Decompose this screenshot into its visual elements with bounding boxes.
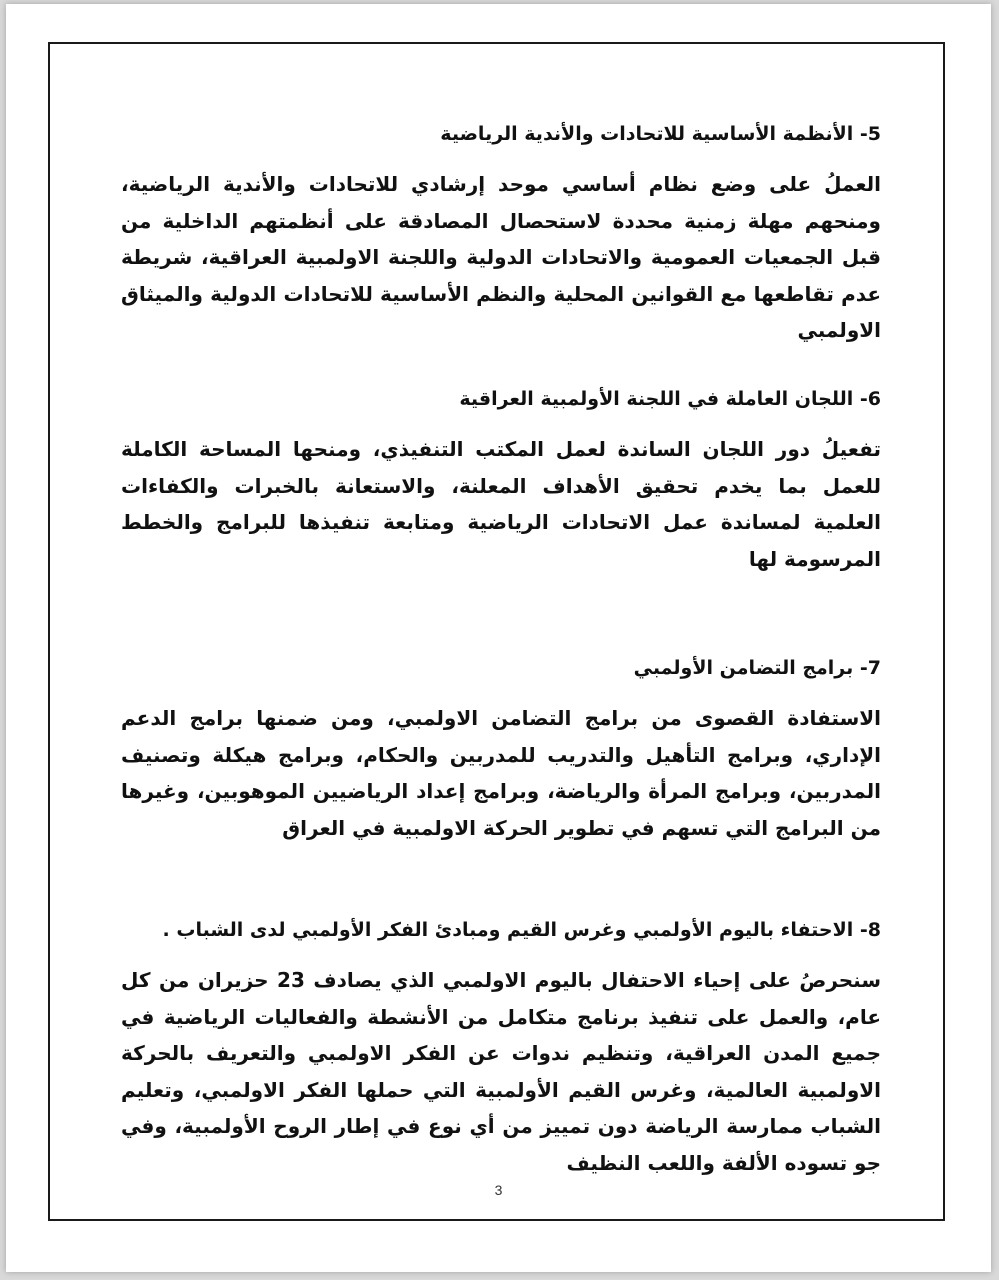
section-heading: 5- الأنظمة الأساسية للاتحادات والأندية الرياضية (440, 123, 881, 145)
section-heading: 6- اللجان العاملة في اللجنة الأولمبية العراقية (459, 388, 881, 410)
section-body: العملُ على وضع نظام أساسي موحد إرشادي للاتحادات والأندية الرياضية، ومنحهم مهلة زمنية محددة لاستحصال المصادقة على أنظمتهم الداخلية من قبل الجمعيات العمومية والاتحادات الدولية واللجنة الاولمبية العراقية، شريطة عدم تقاطعها مع القوانين المحلية والنظم الأساسية للاتحادات الدولية والميثاق الاولمبي (121, 172, 881, 342)
section-body: الاستفادة القصوى من برامج التضامن الاولمبي، ومن ضمنها برامج الدعم الإداري، وبرامج التأهيل والتدريب للمدربين والحكام، وبرامج هيكلة وتصنيف المدربين، وبرامج المرأة والرياضة، وبرامج إعداد الرياضيين الموهوبين، وغيرها من البرامج التي تسهم في تطوير الحركة الاولمبية في العراق (121, 706, 881, 840)
section-6 (121, 385, 881, 577)
section-heading: 8- الاحتفاء باليوم الأولمبي وغرس القيم ومبادئ الفكر الأولمبي لدى الشباب . (162, 919, 881, 941)
section-body: سنحرصُ على إحياء الاحتفال باليوم الاولمبي الذي يصادف 23 حزيران من كل عام، والعمل على تنفيذ برنامج متكامل من الأنشطة والفعاليات الرياضية في جميع المدن العراقية، وتنظيم ندوات عن الفكر الاولمبي والتعريف بالحركة الاولمبية العالمية، وغرس القيم الأولمبية التي حملها الفكر الاولمبي، وتعليم الشباب ممارسة الرياضة دون تمييز من أي نوع في إطار الروح الأولمبية، وفي جو تسوده الألفة واللعب النظيف (121, 968, 882, 1175)
section-7 (121, 654, 881, 846)
page-number: 3 (494, 1182, 503, 1198)
section-body: تفعيلُ دور اللجان الساندة لعمل المكتب التنفيذي، ومنحها المساحة الكاملة للعمل بما يخدم تحقيق الأهداف المعلنة، والاستعانة بالخبرات والكفاءات العلمية لمساندة عمل الاتحادات الرياضية ومتابعة تنفيذها للبرامج والخطط المرسومة لها (121, 437, 881, 571)
section-5 (121, 120, 881, 349)
section-heading: 7- برامج التضامن الأولمبي (633, 657, 881, 679)
document-page (6, 4, 991, 1272)
section-8 (121, 916, 881, 1181)
